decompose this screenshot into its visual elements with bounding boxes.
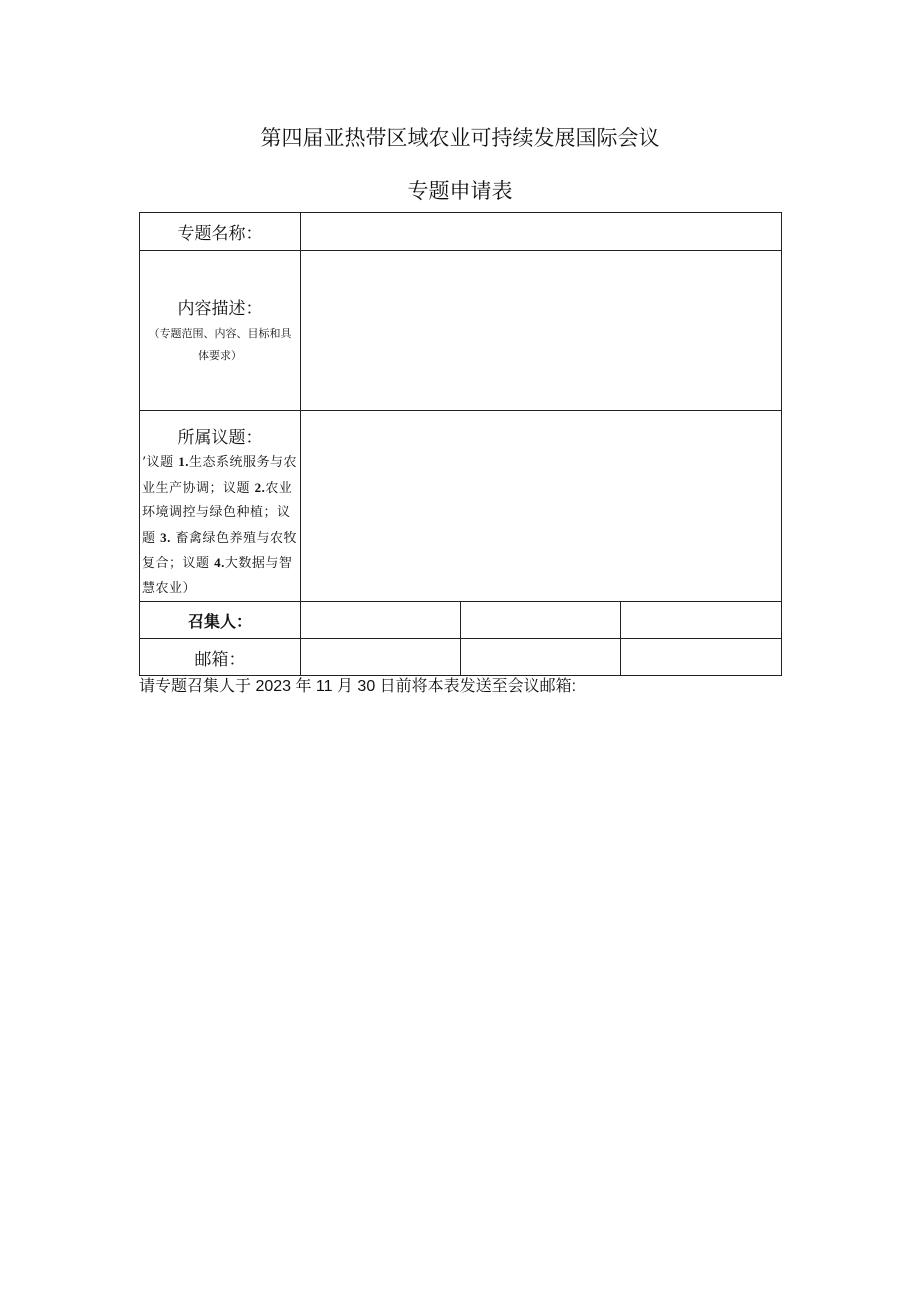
description-row xyxy=(140,251,782,411)
topic-3-number: 3. xyxy=(160,529,171,545)
topic-2-number: 2. xyxy=(254,479,266,495)
convener-field-2[interactable] xyxy=(461,602,621,639)
topic-4-number: 4. xyxy=(214,555,225,570)
category-field[interactable] xyxy=(301,411,782,602)
document-subtitle: 专题申请表 xyxy=(407,179,513,203)
description-label: 内容描述： xyxy=(177,299,263,319)
email-field-1[interactable] xyxy=(301,639,461,676)
topic-2-text: 农业环境调控与绿色种植；议题 xyxy=(142,480,293,546)
topic-name-row xyxy=(140,213,782,251)
topic-name-label: 专题名称： xyxy=(177,224,263,244)
convener-label-cell xyxy=(140,602,301,639)
category-prefix: ’议题 xyxy=(142,455,179,470)
description-note: （专题范围、内容、目标和具体要求） xyxy=(148,327,292,362)
description-label-cell xyxy=(140,251,301,411)
convener-row xyxy=(140,602,782,639)
topic-name-field[interactable] xyxy=(301,213,782,251)
topic-3-text: 畜禽绿色养殖与农牧复合；议题 xyxy=(142,530,298,571)
category-options-text xyxy=(140,450,300,601)
application-form-table xyxy=(139,212,782,676)
convener-label: 召集人： xyxy=(187,613,252,631)
email-label-cell xyxy=(140,639,301,676)
email-field-2[interactable] xyxy=(461,639,621,676)
email-field-3[interactable] xyxy=(621,639,782,676)
submission-note: 请专题召集人于 2023 年 11 月 30 日前将本表发送至会议邮箱: xyxy=(139,678,577,695)
category-label-cell xyxy=(140,411,301,602)
document-title: 第四届亚热带区域农业可持续发展国际会议 xyxy=(260,126,660,150)
convener-field-3[interactable] xyxy=(621,602,782,639)
category-label: 所属议题： xyxy=(177,428,263,448)
email-label: 邮箱： xyxy=(194,649,246,670)
description-field[interactable] xyxy=(301,251,782,411)
topic-name-label-cell xyxy=(140,213,301,251)
topic-4-text: 大数据与智慧农业） xyxy=(142,556,293,596)
topic-1-text: 生态系统服务与农业生产协调；议题 xyxy=(142,455,298,496)
convener-field-1[interactable] xyxy=(301,602,461,639)
category-row xyxy=(140,411,782,602)
topic-1-number: 1. xyxy=(178,454,190,469)
email-row xyxy=(140,639,782,676)
